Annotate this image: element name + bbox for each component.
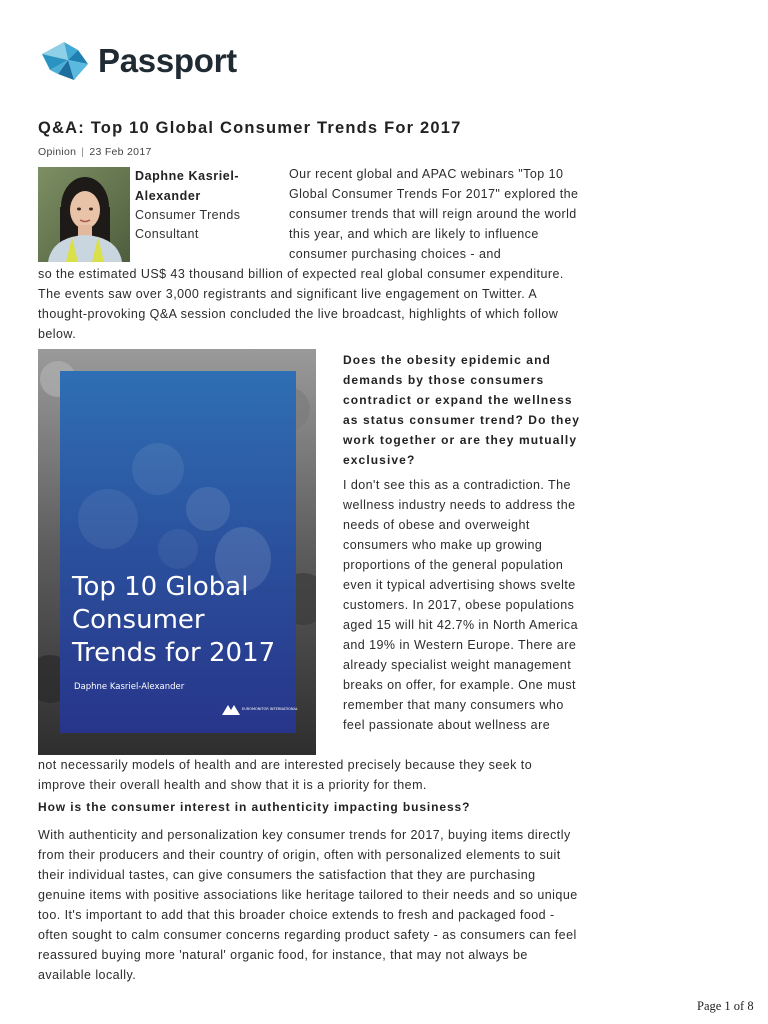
cover-publisher: EUROMONITOR INTERNATIONAL bbox=[242, 707, 298, 711]
report-cover-image bbox=[38, 349, 316, 755]
article-meta bbox=[38, 146, 152, 158]
article-category: Opinion bbox=[38, 146, 77, 158]
passport-logo bbox=[38, 40, 237, 82]
cover-title-line-3: Trends for 2017 bbox=[72, 638, 276, 668]
cover-title-line-2: Consumer bbox=[72, 605, 205, 635]
intro-paragraph-top: Our recent global and APAC webinars "Top 10 Global Consumer Trends For 2017" explored the consumer trends that will reign around the world this year, and which are likely to influence consumer purchasing choices - and bbox=[289, 167, 579, 261]
cover-title-line-1: Top 10 Global bbox=[72, 572, 249, 602]
answer-obesity-continued: not necessarily models of health and are interested precisely because they seek to improve their overall health and show that it is a priority for them. bbox=[38, 758, 533, 792]
report-cover-graphic bbox=[38, 349, 316, 755]
intro-paragraph-continued: so the estimated US$ 43 thousand billion of expected real global consumer expenditure. The events saw over 3,000 registrants and significant live engagement on Twitter. A thought-provoking Q&A session concluded the live broadcast, highlights of which follow below. bbox=[38, 267, 564, 341]
answer-obesity: I don't see this as a contradiction. The wellness industry needs to address the needs of obese and overweight consumers who make up growing proportions of the general population even it typical advertising shows svelte customers. In 2017, obese populations aged 15 will hit 42.7% in North America and 19% in Western Europe. There are already specialist weight management breaks on offer, for example. One must remember that many consumers who feel passionate about wellness are bbox=[343, 478, 579, 732]
page-number: Page 1 of 8 bbox=[697, 999, 754, 1013]
author-role: Consumer Trends Consultant bbox=[135, 208, 241, 241]
meta-separator: | bbox=[81, 146, 85, 158]
brand-name: Passport bbox=[98, 42, 237, 79]
author-name: Daphne Kasriel-Alexander bbox=[135, 169, 240, 203]
article-date: 23 Feb 2017 bbox=[89, 146, 152, 158]
author-photo bbox=[38, 167, 130, 262]
answer-authenticity: With authenticity and personalization key consumer trends for 2017, buying items directly from their producers and their country of origin, often with personalized elements to suit their individual tastes, can give consumers the satisfaction that they are purchasing genuine items with positive associations like heritage tailored to their needs and so unique too. It's important to add that this broader choice extends to fresh and packaged food - often sought to calm consumer concerns regarding product safety - as consumers can feel reassured buying more 'natural' organic food, for instance, that may not always be available locally. bbox=[38, 828, 578, 982]
passport-logo-icon bbox=[38, 40, 90, 82]
question-obesity: Does the obesity epidemic and demands by those consumers contradict or expand the wellness as status consumer trend? Do they work together or are they mutually exclusive? bbox=[343, 353, 581, 467]
question-authenticity: How is the consumer interest in authenticity impacting business? bbox=[38, 800, 471, 814]
article-title: Q&A: Top 10 Global Consumer Trends For 2017 bbox=[38, 119, 462, 137]
cover-author: Daphne Kasriel-Alexander bbox=[74, 682, 185, 692]
